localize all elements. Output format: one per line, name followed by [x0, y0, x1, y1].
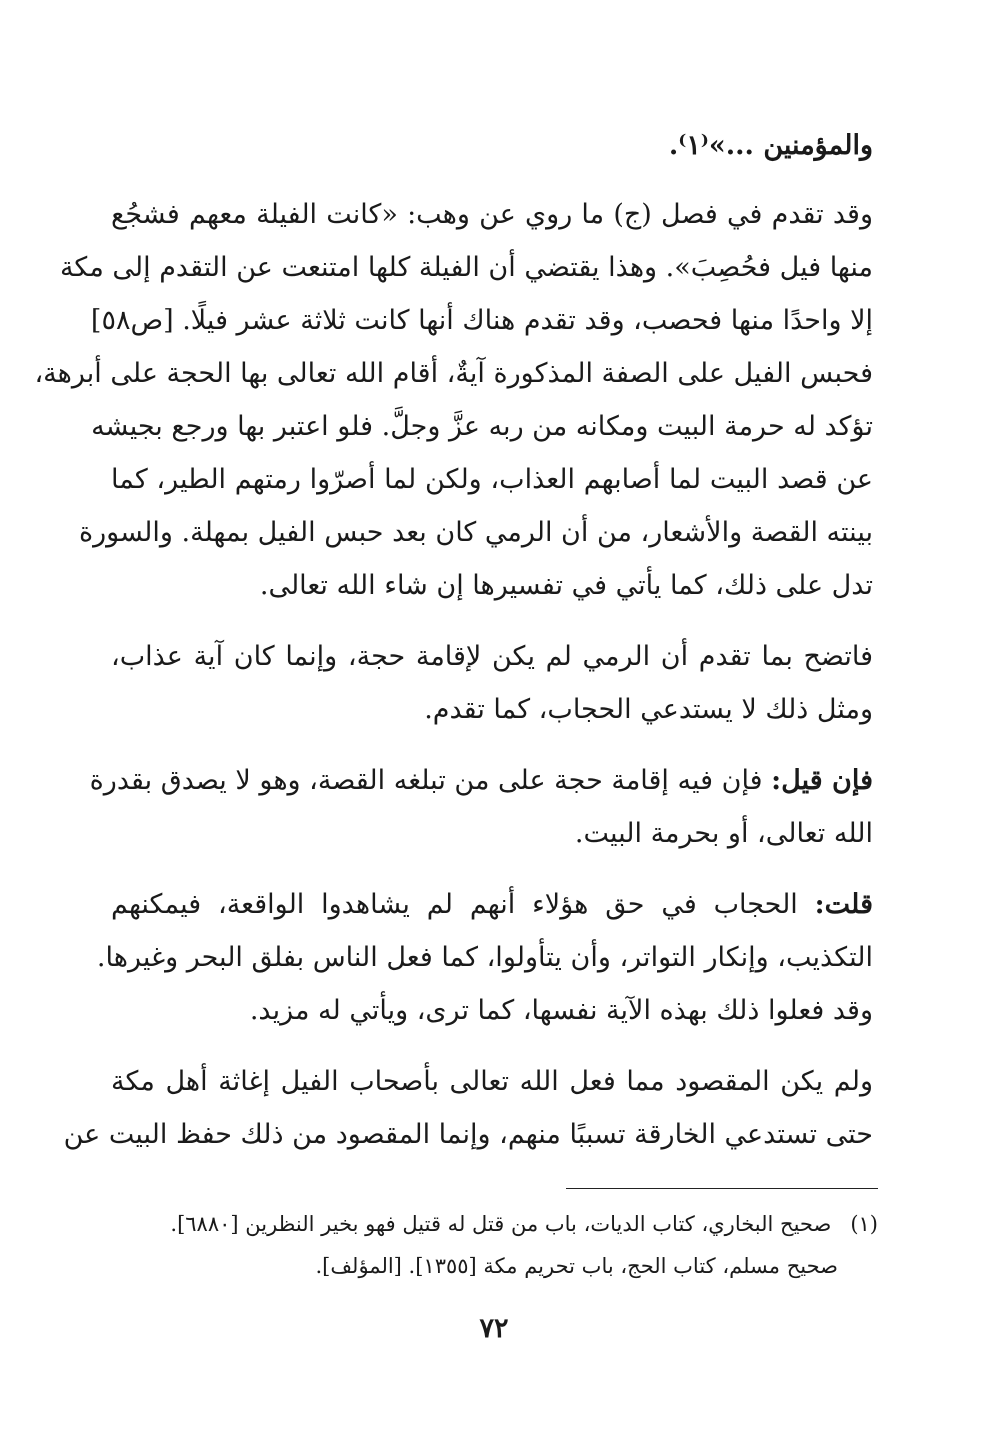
text-line-15: التكذيب، وإنكار التواتر، وأن يتأولوا، كما فعل الناس بفلق البحر وغيرها. — [96, 942, 873, 973]
text-line-17: ولم يكن المقصود مما فعل الله تعالى بأصحاب الفيل إغاثة أهل مكة — [111, 1066, 873, 1097]
text-line-12 — [89, 761, 873, 805]
footnote-divider — [566, 1188, 878, 1189]
text-line-3: منها فيل فحُصِبَ». وهذا يقتضي أن الفيلة كلها امتنعت عن التقدم إلى مكة — [59, 252, 873, 283]
text-line-11: ومثل ذلك لا يستدعي الحجاب، كما تقدم. — [424, 694, 873, 725]
question-label: فإن قيل: — [771, 765, 873, 796]
footnote-number: (١) — [850, 1212, 878, 1236]
page-number: ٧٢ — [479, 1313, 509, 1344]
answer-text: الحجاب في حق هؤلاء أنهم لم يشاهدوا الواقعة، فيمكنهم — [111, 889, 815, 920]
text-line-9: تدل على ذلك، كما يأتي في تفسيرها إن شاء الله تعالى. — [259, 570, 873, 601]
text-line-13: الله تعالى، أو بحرمة البيت. — [574, 818, 873, 849]
footnote-text-2: صحيح مسلم، كتاب الحج، باب تحريم مكة [١٣٥٥]. [المؤلف]. — [315, 1254, 838, 1278]
text-line-5: فحبس الفيل على الصفة المذكورة آيةٌ، أقام الله تعالى بها الحجة على أبرهة، — [34, 358, 873, 389]
question-text: فإن فيه إقامة حجة على من تبلغه القصة، وهو لا يصدق بقدرة — [89, 765, 772, 796]
text-line-10: فاتضح بما تقدم أن الرمي لم يكن لإقامة حجة، وإنما كان آية عذاب، — [111, 641, 873, 672]
footnote-text-1: صحيح البخاري، كتاب الديات، باب من قتل له قتيل فهو بخير النظرين [٦٨٨٠]. — [170, 1212, 832, 1236]
text-line-14 — [111, 885, 873, 929]
text-line-6: تؤكد له حرمة البيت ومكانه من ربه عزَّ وجلَّ. فلو اعتبر بها ورجع بجيشه — [91, 411, 873, 442]
text-line-16: وقد فعلوا ذلك بهذه الآية نفسها، كما ترى، ويأتي له مزيد. — [249, 995, 873, 1026]
text-line-18: حتى تستدعي الخارقة تسببًا منهم، وإنما المقصود من ذلك حفظ البيت عن — [63, 1119, 873, 1150]
footnote-line-1 — [108, 1208, 878, 1242]
text-line-7: عن قصد البيت لما أصابهم العذاب، ولكن لما أصرّوا رمتهم الطير، كما — [111, 464, 873, 495]
text-line-1: والمؤمنين ...»⁽١⁾. — [668, 130, 873, 161]
footnote-line-2 — [108, 1250, 838, 1284]
text-line-8: بينته القصة والأشعار، من أن الرمي كان بعد حبس الفيل بمهلة. والسورة — [78, 517, 873, 548]
text-line-2: وقد تقدم في فصل (ج) ما روي عن وهب: «كانت الفيلة معهم فشجُع — [111, 199, 873, 230]
answer-label: قلت: — [814, 889, 873, 920]
text-line-4: إلا واحدًا منها فحصب، وقد تقدم هناك أنها كانت ثلاثة عشر فيلًا. [ص٥٨] — [90, 305, 873, 336]
